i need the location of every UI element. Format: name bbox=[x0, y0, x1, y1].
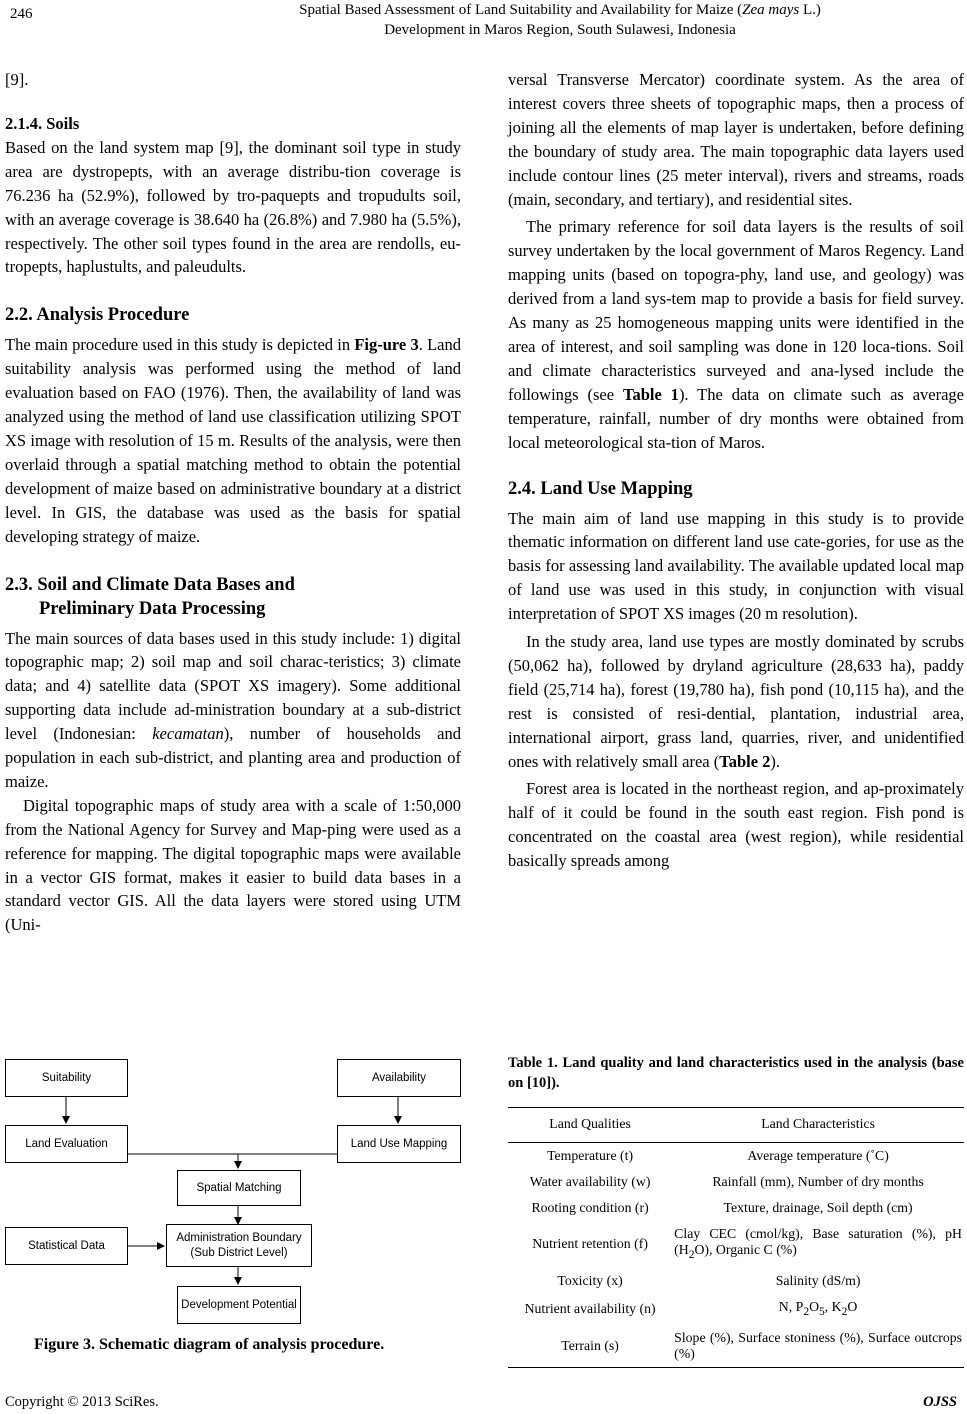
table-cell: Nutrient availability (n) bbox=[524, 1301, 656, 1317]
box-development-potential: Development Potential bbox=[177, 1286, 301, 1324]
paragraph: The main procedure used in this study is depicted in Fig-ure 3. Land suitability analysis was performed using the method of land evaluation based on FAO (1976). Then, the availability of land was analyzed using the method of land use classification utilizing SPOT XS image with resolution of 15 m. Results of the analysis, were then overlaid through a spatial matching method to obtain the potential development of maize based on administrative boundary at a district level. In GIS, the database was used as the basis for spatial developing strategy of maize. bbox=[5, 335, 461, 546]
column-header: Land Qualities bbox=[508, 1108, 672, 1143]
paragraph: The primary reference for soil data layers is the results of soil survey undertaken by the local government of Maros Regency. Land mapping units (based on topogra-phy, land use, and geology) was derived from a land sys-tem map to provide a basis for field survey. As many as 25 homogeneous mapping units were identified in the area of interest, and soil sampling was done in 120 loca-tions. Soil and climate characteristics surveyed and ana-lysed include the followings (see Table 1). The data on climate such as average temperature, rainfall, number of dry months were obtained from local meteorological sta-tion of Maros. bbox=[508, 217, 965, 452]
table-cell: Temperature (t) bbox=[547, 1148, 634, 1163]
journal-name: OJSS bbox=[923, 1394, 957, 1410]
right-column bbox=[508, 68, 964, 873]
table-cell: Terrain (s) bbox=[508, 1325, 672, 1368]
figure-3-diagram bbox=[0, 1052, 470, 1352]
table-row bbox=[508, 1195, 964, 1221]
page-number: 246 bbox=[10, 6, 33, 22]
table-cell: Nutrient retention (f) bbox=[532, 1236, 648, 1252]
table-cell: Slope (%), Surface stoniness (%), Surface outcrops (%) bbox=[672, 1325, 964, 1368]
table-reference: Table 2 bbox=[719, 751, 771, 771]
table-cell: Rooting condition (r) bbox=[531, 1200, 649, 1215]
section-heading-analysis-procedure: 2.2. Analysis Procedure bbox=[5, 305, 190, 326]
box-suitability: Suitability bbox=[5, 1059, 128, 1097]
box-land-use-mapping: Land Use Mapping bbox=[337, 1125, 461, 1163]
table-row bbox=[508, 1169, 964, 1195]
paragraph: versal Transverse Mercator) coordinate system. As the area of interest covers three sheets of topographic maps, then a process of joining all the elements of map layer is undertaken, before defining the boundary of study area. The main topographic data layers used include contour lines (25 meter interval), rivers and streams, roads (main, secondary, and tertiary), and residential sites. bbox=[508, 70, 964, 209]
table-cell: Clay CEC (cmol/kg), Base saturation (%), pH $(H_2O)$, Organic C (%) bbox=[674, 1226, 962, 1261]
column-header: Land Characteristics bbox=[672, 1108, 964, 1143]
paragraph: [9]. bbox=[5, 70, 29, 89]
paragraph: In the study area, land use types are mostly dominated by scrubs (50,062 ha), followed by dryland agriculture (28,633 ha), paddy field (25,714 ha), forest (19,780 ha), fish pond (10,115 ha), and the rest is consisted of resi-dential, plantation, industrial area, international airport, grass land, quarries, river, and unidentified ones with relatively small area (Table 2). bbox=[508, 632, 964, 771]
box-spatial-matching: Spatial Matching bbox=[177, 1170, 301, 1206]
table-cell: Salinity (dS/m) bbox=[775, 1272, 861, 1288]
running-header: Spatial Based Assessment of Land Suitability and Availability for Maize (Zea mays L.) Development in Maros Region, South Sulawesi, Indonesia bbox=[299, 2, 821, 38]
table-row bbox=[508, 1143, 964, 1170]
table-cell: Average temperature (˚C) bbox=[747, 1148, 889, 1163]
table-cell: Water availability (w) bbox=[529, 1174, 651, 1189]
table-header-row bbox=[508, 1108, 964, 1143]
section-heading-data-bases: 2.3. Soil and Climate Data Bases and Preliminary Data Processing bbox=[5, 574, 295, 619]
table-cell: Toxicity (x) bbox=[557, 1272, 623, 1288]
box-availability: Availability bbox=[337, 1059, 461, 1097]
box-land-evaluation: Land Evaluation bbox=[5, 1125, 128, 1163]
paragraph: The main aim of land use mapping in this study is to provide thematic information on different land use cate-gories, for use as the basis for assessing land availability. The available updated local map of land use was used in this study, in conjunction with visual interpretation of SPOT XS images (20 m resolution). bbox=[508, 508, 964, 624]
box-statistical-data: Statistical Data bbox=[5, 1227, 128, 1265]
box-administration-boundary: Administration Boundary (Sub District Level) bbox=[166, 1224, 312, 1267]
table-row bbox=[508, 1268, 964, 1294]
table-cell: Texture, drainage, Soil depth (cm) bbox=[723, 1200, 913, 1215]
paragraph: Based on the land system map [9], the dominant soil type in study area are dystropepts, with an average distribu-tion coverage is 76.236 ha (52.9%), followed by tro-paquepts and tropudults soil, with an average coverage is 38.640 ha (26.8%) and 7.980 ha (5.5%), respectively. The other soil types found in the area are rendolls, eu-tropepts, haplustults, and paleudults. bbox=[5, 137, 461, 277]
section-heading-land-use-mapping: 2.4. Land Use Mapping bbox=[508, 478, 693, 499]
table-row bbox=[508, 1294, 964, 1325]
paragraph: Forest area is located in the northeast region, and ap-proximately half of it could be found in the south east region. Fish pond is concentrated on the coastal area (west region), while residential basically spreads among bbox=[508, 779, 964, 871]
table-reference: Table 1 bbox=[622, 384, 679, 404]
paragraph: The main sources of data bases used in this study include: 1) digital topographic map; 2) soil map and soil charac-teristics; 3) climate data; and 4) satellite data (SPOT XS imagery). Some additional supporting data include ad-ministration boundary at a sub-district level (Indonesian: kecamatan), number of households and population in each sub-district, and planting area and production of maize. bbox=[5, 628, 461, 791]
figure-reference: Fig-ure 3 bbox=[354, 335, 419, 355]
figure-caption: Figure 3. Schematic diagram of analysis procedure. bbox=[34, 1336, 385, 1353]
paragraph: Digital topographic maps of study area with a scale of 1:50,000 from the National Agency for Survey and Map-ping were used as a reference for mapping. The digital topographic maps were available in a vector GIS format, makes it easier to build data bases in a standard vector GIS. All the data layers were stored using UTM (Uni- bbox=[5, 795, 461, 935]
copyright: Copyright © 2013 SciRes. bbox=[5, 1394, 159, 1410]
table-cell: N, $P_2O_5$, $K_2O$ bbox=[778, 1298, 858, 1318]
table-1 bbox=[508, 1107, 964, 1368]
table-row bbox=[508, 1325, 964, 1368]
table-cell: Rainfall (mm), Number of dry months bbox=[712, 1174, 924, 1189]
section-heading-soils: 2.1.4. Soils bbox=[5, 113, 80, 133]
table-caption: Table 1. Land quality and land characteristics used in the analysis (base on [10]). bbox=[508, 1055, 964, 1091]
table-row bbox=[508, 1221, 964, 1268]
left-column bbox=[5, 68, 461, 937]
